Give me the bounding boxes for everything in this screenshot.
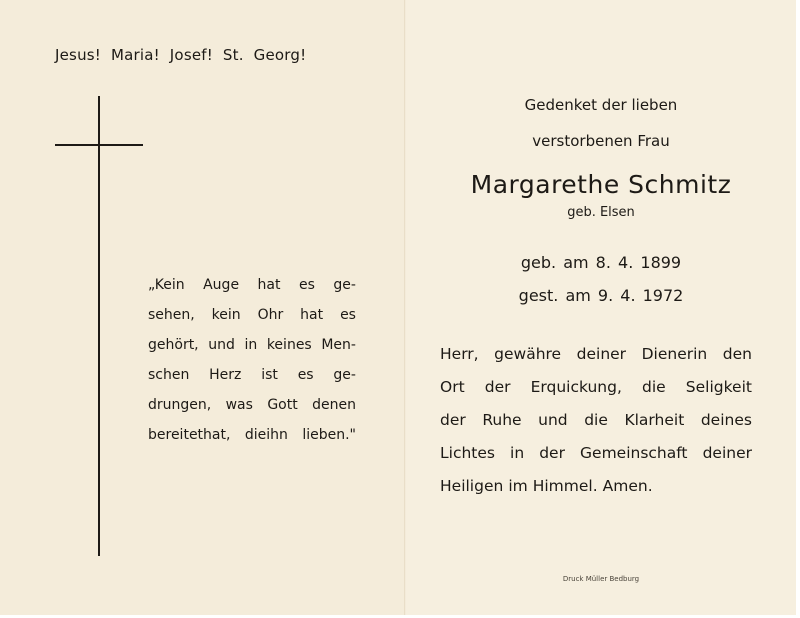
- quote-line: [148, 360, 356, 390]
- word: deines: [700, 411, 752, 429]
- word: kein: [211, 307, 241, 323]
- word: Ruhe: [482, 411, 522, 429]
- cross-icon: [98, 96, 100, 556]
- word: deiner: [576, 345, 627, 363]
- word: Seligkeit: [685, 378, 752, 396]
- quote-line: [148, 270, 356, 300]
- word: ist: [261, 367, 278, 383]
- prayer-line: [440, 404, 752, 437]
- word: ge-: [333, 277, 356, 293]
- word: und: [538, 411, 568, 429]
- word: dieihn: [244, 427, 288, 443]
- word: bereitethat,: [148, 427, 231, 443]
- scripture-quote: [148, 270, 356, 450]
- word: was: [225, 397, 253, 413]
- quote-line: [148, 420, 356, 450]
- word: Gott: [267, 397, 298, 413]
- scan-edge-right: [796, 0, 800, 618]
- word: es: [298, 277, 315, 293]
- word: sehen,: [148, 307, 195, 323]
- word: Dienerin: [641, 345, 708, 363]
- invocation-heading: Jesus! Maria! Josef! St. Georg!: [55, 46, 307, 64]
- word: Herr,: [440, 345, 479, 363]
- prayer-line: [440, 437, 752, 470]
- word: und: [208, 337, 235, 353]
- word: der: [484, 378, 511, 396]
- word: der: [440, 411, 466, 429]
- deceased-name: Margarethe Schmitz: [470, 170, 732, 199]
- word: Auge: [203, 277, 240, 293]
- prayer-line: [440, 338, 752, 371]
- intro-line-1: Gedenket der lieben: [524, 96, 678, 114]
- word: drungen,: [148, 397, 212, 413]
- birth-date: geb. am 8. 4. 1899: [520, 253, 682, 272]
- word: Himmel.: [532, 477, 598, 495]
- word: es: [297, 367, 314, 383]
- word: die: [642, 378, 666, 396]
- word: Erquickung,: [530, 378, 622, 396]
- word: hat: [300, 307, 324, 323]
- word: Gemeinschaft: [580, 444, 688, 462]
- quote-line: [148, 330, 356, 360]
- word: in: [244, 337, 258, 353]
- word: Amen.: [602, 477, 653, 495]
- word: hat: [257, 277, 281, 293]
- prayer-line: [440, 371, 752, 404]
- word: Klarheit: [624, 411, 685, 429]
- word: deiner: [702, 444, 752, 462]
- word: der: [539, 444, 565, 462]
- maiden-name: geb. Elsen: [567, 205, 635, 220]
- quote-line: [148, 390, 356, 420]
- prayer-text: [440, 338, 752, 503]
- word: Men-: [321, 337, 356, 353]
- word: „Kein: [148, 277, 185, 293]
- word: Ort: [440, 378, 465, 396]
- quote-line: [148, 300, 356, 330]
- intro-line-2: verstorbenen Frau: [532, 132, 670, 150]
- word: den: [722, 345, 752, 363]
- word: gewähre: [494, 345, 562, 363]
- word: Lichtes: [440, 444, 495, 462]
- word: in: [510, 444, 525, 462]
- word: Heiligen: [440, 477, 504, 495]
- word: keines: [266, 337, 312, 353]
- word: ge-: [333, 367, 356, 383]
- printer-imprint: Druck Müller Bedburg: [562, 575, 640, 583]
- word: gehört,: [148, 337, 199, 353]
- word: denen: [312, 397, 356, 413]
- word: es: [340, 307, 356, 323]
- word: Ohr: [257, 307, 284, 323]
- word: Herz: [209, 367, 242, 383]
- prayer-line: [440, 470, 752, 503]
- word: lieben.": [302, 427, 356, 443]
- right-page: [406, 0, 796, 618]
- word: im: [508, 477, 528, 495]
- death-date: gest. am 9. 4. 1972: [518, 286, 684, 305]
- cross-icon-bar: [55, 144, 143, 146]
- word: die: [584, 411, 608, 429]
- word: schen: [148, 367, 190, 383]
